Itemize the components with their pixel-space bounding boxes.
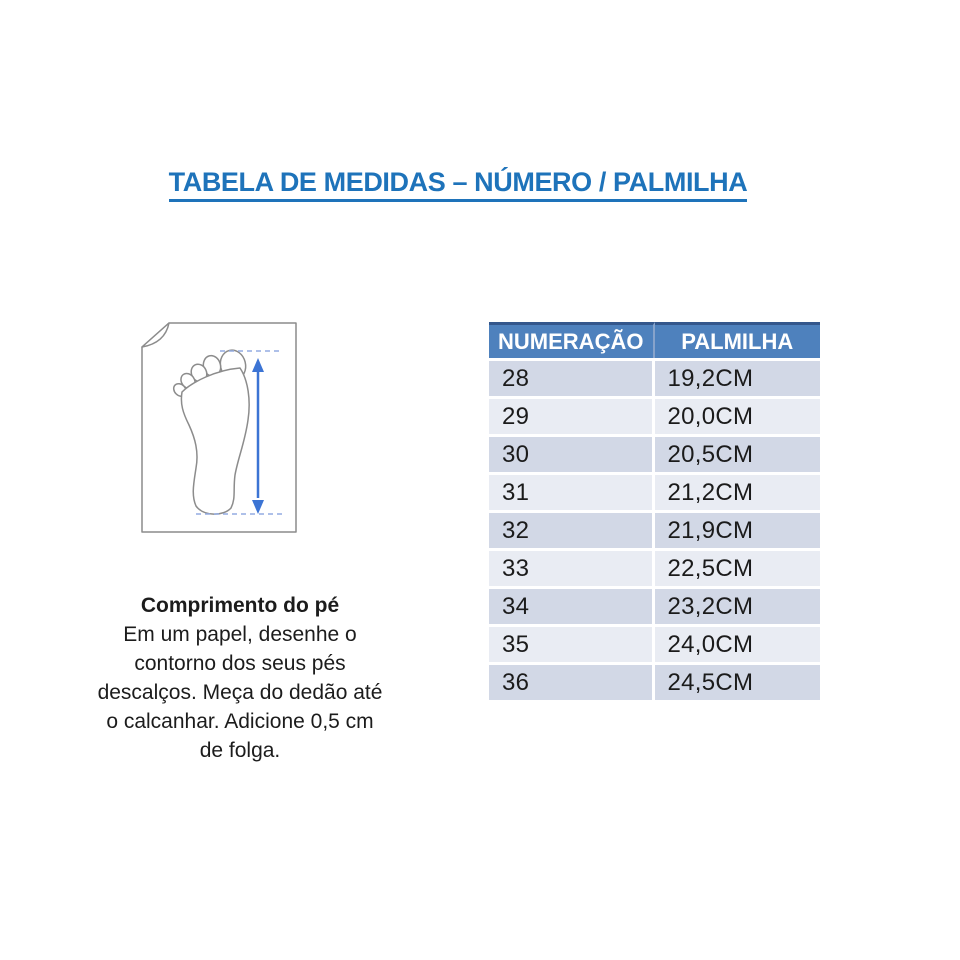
measurement-instructions (52, 591, 428, 765)
cell-numeracao: 35 (489, 627, 655, 662)
instruction-line: Em um papel, desenhe o (123, 623, 357, 646)
cell-palmilha: 22,5CM (655, 551, 821, 586)
cell-palmilha: 24,0CM (655, 627, 821, 662)
size-table (489, 319, 820, 703)
page-title-text: TABELA DE MEDIDAS – NÚMERO / PALMILHA (169, 167, 748, 202)
cell-numeracao: 30 (489, 437, 655, 472)
table-row (489, 665, 820, 700)
cell-palmilha: 20,0CM (655, 399, 821, 434)
col-header-palmilha: PALMILHA (655, 322, 821, 358)
cell-numeracao: 33 (489, 551, 655, 586)
instruction-line: o calcanhar. Adicione 0,5 cm (106, 710, 374, 733)
cell-numeracao: 31 (489, 475, 655, 510)
cell-numeracao: 28 (489, 361, 655, 396)
cell-palmilha: 19,2CM (655, 361, 821, 396)
cell-palmilha: 21,2CM (655, 475, 821, 510)
table-row (489, 399, 820, 434)
page-title (0, 167, 916, 198)
instruction-line: de folga. (199, 739, 281, 762)
table-row (489, 361, 820, 396)
table-row (489, 551, 820, 586)
table-header-row (489, 322, 820, 358)
col-header-numeracao: NUMERAÇÃO (489, 322, 655, 358)
cell-numeracao: 32 (489, 513, 655, 548)
table-row (489, 437, 820, 472)
table-row (489, 627, 820, 662)
cell-numeracao: 36 (489, 665, 655, 700)
cell-palmilha: 20,5CM (655, 437, 821, 472)
cell-numeracao: 29 (489, 399, 655, 434)
table-row (489, 589, 820, 624)
cell-numeracao: 34 (489, 589, 655, 624)
size-table-body (489, 361, 820, 700)
instruction-line: descalços. Meça do dedão até (97, 681, 383, 704)
instructions-heading: Comprimento do pé (140, 594, 340, 617)
table-row (489, 475, 820, 510)
cell-palmilha: 23,2CM (655, 589, 821, 624)
cell-palmilha: 21,9CM (655, 513, 821, 548)
size-table-container (489, 319, 820, 703)
table-row (489, 513, 820, 548)
foot-measurement-illustration (138, 320, 303, 535)
instruction-line: contorno dos seus pés (134, 652, 346, 675)
cell-palmilha: 24,5CM (655, 665, 821, 700)
